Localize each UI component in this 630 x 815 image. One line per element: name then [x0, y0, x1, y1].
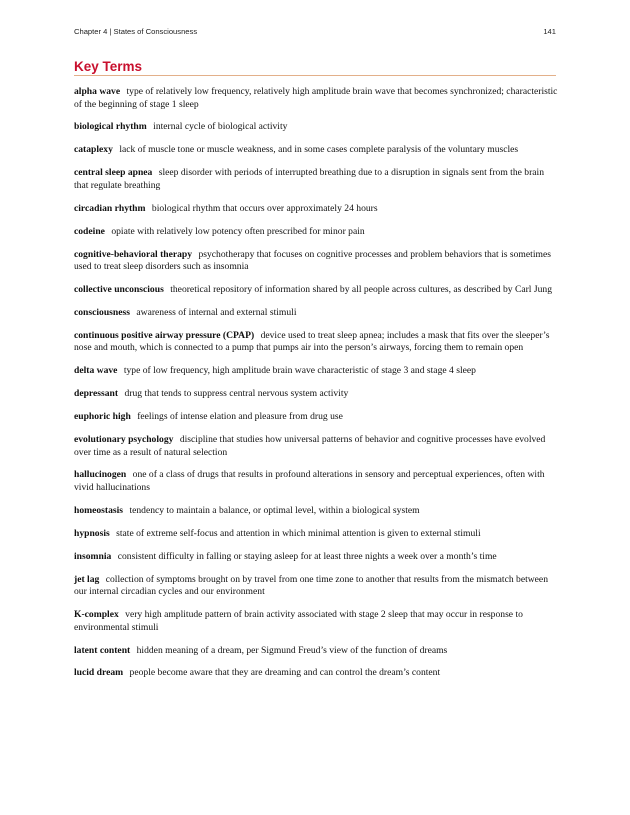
term-name: K-complex — [74, 609, 119, 621]
term-definition: internal cycle of biological activity — [153, 121, 288, 133]
term-entry — [74, 121, 558, 134]
term-definition: state of extreme self-focus and attention in which minimal attention is given to external stimuli — [116, 527, 481, 539]
running-header — [74, 27, 556, 36]
term-entry — [74, 574, 558, 599]
term-name: hypnosis — [74, 527, 110, 539]
chapter-title: Chapter 4 | States of Consciousness — [74, 27, 198, 36]
term-entry — [74, 330, 558, 355]
term-entry — [74, 609, 558, 634]
term-entry — [74, 551, 558, 564]
term-entry — [74, 434, 558, 459]
term-entry — [74, 365, 558, 378]
key-terms-list — [74, 86, 558, 690]
term-definition: hidden meaning of a dream, per Sigmund Freud’s view of the function of dreams — [136, 644, 448, 656]
term-name: cognitive-behavioral therapy — [74, 248, 193, 260]
term-name: biological rhythm — [74, 121, 147, 133]
term-entry — [74, 167, 558, 192]
term-definition: people become aware that they are dreaming and can control the dream’s content — [129, 667, 441, 679]
term-definition: very high amplitude pattern of brain activity associated with stage 2 sleep that may occur in response to environmental stimuli — [74, 609, 523, 633]
term-name: homeostasis — [74, 504, 124, 516]
term-definition: consistent difficulty in falling or staying asleep for at least three nights a week over a month’s time — [117, 550, 497, 562]
term-definition: psychotherapy that focuses on cognitive processes and problem behaviors that is sometimes used to treat sleep disorders such as insomnia — [74, 248, 551, 273]
term-entry — [74, 86, 558, 111]
term-entry — [74, 226, 558, 239]
term-entry — [74, 645, 558, 658]
term-entry — [74, 284, 558, 297]
term-definition: one of a class of drugs that results in profound alterations in sensory and perceptual experiences, often with vivid hallucinations — [74, 469, 545, 494]
term-entry — [74, 249, 558, 274]
term-definition: biological rhythm that occurs over approximately 24 hours — [151, 202, 378, 214]
term-name: lucid dream — [74, 667, 124, 679]
term-name: jet lag — [74, 573, 100, 585]
term-definition: collection of symptoms brought on by travel from one time zone to another that results from the mismatch between our internal circadian cycles and our environment — [74, 573, 548, 598]
term-name: collective unconscious — [74, 284, 164, 296]
term-entry — [74, 307, 558, 320]
term-name: cataplexy — [74, 144, 113, 156]
term-name: latent content — [74, 644, 131, 656]
term-definition: awareness of internal and external stimuli — [136, 306, 297, 318]
page-number: 141 — [543, 27, 556, 36]
term-entry — [74, 667, 558, 680]
term-entry — [74, 469, 558, 494]
term-name: hallucinogen — [74, 469, 127, 481]
term-definition: sleep disorder with periods of interrupted breathing due to a disruption in signals sent from the brain that regulate breathing — [74, 167, 545, 191]
term-definition: lack of muscle tone or muscle weakness, and in some cases complete paralysis of the voluntary muscles — [119, 144, 519, 156]
term-definition: theoretical repository of information shared by all people across cultures, as described by Carl Jung — [170, 284, 552, 296]
term-name: codeine — [74, 225, 105, 237]
term-name: euphoric high — [74, 411, 131, 423]
term-name: evolutionary psychology — [74, 433, 174, 445]
term-name: central sleep apnea — [74, 167, 153, 179]
section-title: Key Terms — [74, 59, 556, 76]
term-name: continuous positive airway pressure (CPAP) — [74, 329, 255, 341]
term-definition: drug that tends to suppress central nervous system activity — [124, 388, 349, 400]
term-name: circadian rhythm — [74, 202, 146, 214]
term-entry — [74, 505, 558, 518]
term-definition: opiate with relatively low potency often prescribed for minor pain — [111, 225, 365, 237]
term-definition: device used to treat sleep apnea; includes a mask that fits over the sleeper’s nose and mouth, which is connected to a pump that pumps air into the person’s airways, forcing them to remain open — [74, 329, 550, 354]
term-entry — [74, 144, 558, 157]
term-name: consciousness — [74, 306, 130, 318]
term-definition: discipline that studies how universal patterns of behavior and cognitive processes have evolved over time as a result of natural selection — [74, 433, 546, 458]
term-name: delta wave — [74, 365, 118, 377]
term-name: insomnia — [74, 550, 112, 562]
term-definition: type of relatively low frequency, relatively high amplitude brain wave that becomes synchronized; characteristic of the beginning of stage 1 sleep — [74, 86, 558, 110]
term-definition: type of low frequency, high amplitude brain wave characteristic of stage 3 and stage 4 sleep — [123, 365, 476, 377]
term-entry — [74, 411, 558, 424]
term-name: depressant — [74, 388, 119, 400]
term-name: alpha wave — [74, 86, 121, 97]
term-entry — [74, 528, 558, 541]
term-entry — [74, 203, 558, 216]
term-definition: feelings of intense elation and pleasure from drug use — [137, 411, 343, 423]
term-definition: tendency to maintain a balance, or optimal level, within a biological system — [129, 504, 420, 516]
term-entry — [74, 388, 558, 401]
